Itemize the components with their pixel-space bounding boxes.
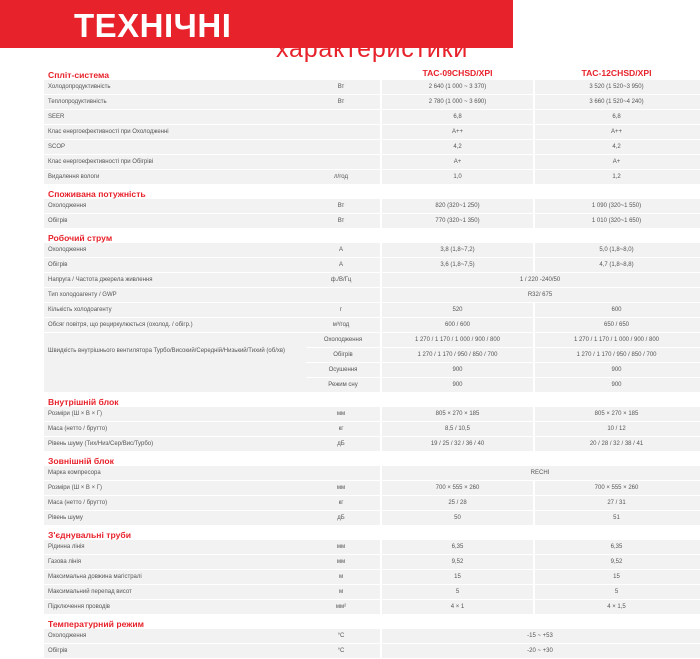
column-divider	[533, 140, 535, 154]
column-divider	[533, 600, 535, 614]
fan-mode: Осушення	[328, 367, 358, 373]
section-title: З'єднувальні труби	[48, 530, 131, 540]
table-row	[44, 555, 700, 570]
section-title: Внутрішній блок	[48, 397, 119, 407]
fan-value-model2: 900	[611, 382, 622, 388]
section-title: Температурний режим	[48, 619, 144, 629]
param-name: Обігрів	[48, 648, 68, 654]
column-divider	[380, 170, 382, 184]
param-value-model1: 4,2	[453, 144, 462, 150]
param-value-model2: 600	[611, 307, 622, 313]
param-name: Охолодження	[48, 633, 87, 639]
column-divider	[380, 318, 382, 332]
column-divider	[380, 466, 382, 480]
param-name: Теплопродуктивність	[48, 99, 107, 105]
table-row	[44, 95, 700, 110]
column-divider	[533, 333, 535, 347]
column-divider	[533, 422, 535, 436]
table-row	[44, 288, 700, 303]
fan-speed-label-cell	[44, 333, 306, 392]
param-value-model1: 3,6 (1,8~7,5)	[440, 262, 475, 268]
section-header	[44, 526, 700, 540]
column-divider	[380, 570, 382, 584]
column-divider	[380, 273, 382, 287]
param-unit: Вт	[337, 99, 345, 105]
param-unit: А	[338, 247, 343, 253]
param-value-model2: 1 090 (320~1 550)	[591, 203, 642, 209]
param-name: Клас енергоефективності при Охолодженні	[48, 129, 169, 135]
table-row	[44, 303, 700, 318]
param-unit	[306, 140, 376, 154]
param-name: Розміри (Ш × В × Г)	[48, 411, 102, 417]
param-value-model2: 27 / 31	[607, 500, 626, 506]
param-unit: А	[338, 262, 343, 268]
fan-value-model1: 900	[452, 382, 463, 388]
column-divider	[533, 155, 535, 169]
param-name: Рідинна лінія	[48, 544, 85, 550]
column-divider	[380, 140, 382, 154]
param-value-model2: 9,52	[610, 559, 623, 565]
param-value-model1: 6,8	[453, 114, 462, 120]
table-row	[44, 110, 700, 125]
param-unit: ф./В/Гц	[330, 277, 352, 283]
param-value-model2: 51	[613, 515, 620, 521]
param-name: Охолодження	[48, 247, 87, 253]
column-divider	[380, 214, 382, 228]
param-unit: кг	[338, 500, 344, 506]
param-name: Рівень шуму	[48, 515, 83, 521]
section-title: Спліт-система	[48, 70, 110, 80]
column-divider	[380, 155, 382, 169]
column-divider	[380, 110, 382, 124]
param-value-model1: 4 × 1	[450, 604, 465, 610]
column-divider	[380, 258, 382, 272]
param-value-model2: 5	[614, 589, 619, 595]
param-value-model1: 6,35	[451, 544, 464, 550]
param-name: Напруга / Частота джерела живлення	[48, 277, 153, 283]
param-value-model2: 4 × 1,5	[607, 604, 626, 610]
fan-speed-block	[44, 333, 700, 393]
param-unit: Вт	[337, 218, 345, 224]
param-value-model2: 20 / 28 / 32 / 38 / 41	[589, 441, 644, 447]
param-value-model1: 820 (320~1 250)	[435, 203, 480, 209]
param-unit: мм	[336, 544, 346, 550]
param-unit: м³/год	[332, 322, 350, 328]
fan-speed-row	[306, 348, 700, 362]
fan-speed-row	[306, 333, 700, 347]
column-divider	[533, 378, 535, 392]
column-divider	[533, 214, 535, 228]
table-row	[44, 273, 700, 288]
param-unit: дБ	[337, 515, 345, 521]
param-value-model2: 700 × 555 × 260	[594, 485, 639, 491]
param-name: Видалення вологи	[48, 174, 100, 180]
param-value-both: R32/ 675	[527, 292, 553, 298]
column-divider	[380, 629, 382, 643]
table-row	[44, 585, 700, 600]
section-header	[44, 615, 700, 629]
param-value-model1: 520	[452, 307, 463, 313]
param-value-model1: 9,52	[451, 559, 464, 565]
page-title: ТЕХНІЧНІ	[74, 7, 232, 44]
table-row	[44, 407, 700, 422]
model-1-header: TAC-09CHSD/XPI	[422, 68, 493, 78]
column-divider	[380, 644, 382, 658]
fan-value-model2: 1 270 / 1 170 / 1 000 / 900 / 800	[573, 337, 660, 343]
table-row	[44, 155, 700, 170]
section-header	[44, 66, 700, 80]
column-divider	[533, 585, 535, 599]
column-divider	[380, 199, 382, 213]
param-value-model2: 1 010 (320~1 650)	[591, 218, 642, 224]
column-divider	[380, 125, 382, 139]
param-value-model1: 25 / 28	[448, 500, 467, 506]
table-row	[44, 540, 700, 555]
column-divider	[533, 511, 535, 525]
param-unit: Вт	[337, 84, 345, 90]
param-name: Рівень шуму (Тих/Низ/Сер/Вис/Турбо)	[48, 441, 154, 447]
table-row	[44, 629, 700, 644]
column-divider	[380, 288, 382, 302]
param-unit: мм	[336, 559, 346, 565]
param-name: SEER	[48, 114, 65, 120]
param-name: Розміри (Ш × В × Г)	[48, 485, 102, 491]
param-value-model2: 5,0 (1,8~8,0)	[599, 247, 634, 253]
column-divider	[380, 585, 382, 599]
table-row	[44, 437, 700, 452]
section-title: Зовнішній блок	[48, 456, 114, 466]
fan-value-model1: 1 270 / 1 170 / 950 / 850 / 700	[417, 352, 498, 358]
param-unit	[306, 288, 376, 302]
param-value-model1: А+	[453, 159, 462, 165]
param-value-model2: 805 × 270 × 185	[594, 411, 639, 417]
param-value-model1: 8,5 / 10,5	[444, 426, 471, 432]
param-name: Максимальний перепад висот	[48, 589, 132, 595]
param-name: Газова лінія	[48, 559, 82, 565]
param-unit	[306, 125, 376, 139]
param-value-model1: А++	[451, 129, 463, 135]
column-divider	[533, 318, 535, 332]
column-divider	[533, 199, 535, 213]
table-row	[44, 214, 700, 229]
column-divider	[533, 555, 535, 569]
table-row	[44, 422, 700, 437]
table-row	[44, 511, 700, 526]
param-value-model2: А++	[610, 129, 622, 135]
param-unit: Вт	[337, 203, 345, 209]
column-divider	[380, 437, 382, 451]
column-divider	[533, 110, 535, 124]
fan-value-model1: 900	[452, 367, 463, 373]
table-row	[44, 243, 700, 258]
param-name: Клас енергоефективності при Обігріві	[48, 159, 154, 165]
param-value-model1: 805 × 270 × 185	[435, 411, 480, 417]
param-value-model1: 1,0	[453, 174, 462, 180]
column-divider	[533, 407, 535, 421]
param-unit: л/год	[334, 174, 348, 180]
param-name: Кількість холодоагенту	[48, 307, 112, 313]
column-divider	[380, 481, 382, 495]
param-name: Обігрів	[48, 218, 68, 224]
fan-speed-row	[306, 378, 700, 392]
param-value-model1: 50	[454, 515, 461, 521]
param-name: Підключення проводів	[48, 604, 110, 610]
column-divider	[533, 125, 535, 139]
param-unit: м	[338, 589, 344, 595]
column-divider	[380, 422, 382, 436]
table-row	[44, 258, 700, 273]
table-row	[44, 600, 700, 615]
section-header	[44, 229, 700, 243]
table-row	[44, 644, 700, 659]
column-divider	[380, 363, 382, 377]
param-unit: мм²	[335, 604, 347, 610]
fan-speed-label: Швидкість внутрішнього вентилятора Турбо/Високий/Середній/Низький/Тихий (об/хв)	[48, 348, 286, 354]
column-divider	[380, 80, 382, 94]
param-name: Холодопродуктивність	[48, 84, 111, 90]
column-divider	[533, 170, 535, 184]
column-divider	[533, 481, 535, 495]
param-value-model2: 3 660 (1 520~4 240)	[589, 99, 644, 105]
param-value-both: 1 / 220 -240/50	[519, 277, 561, 283]
param-value-model2: 650 / 650	[603, 322, 630, 328]
param-value-model2: А+	[612, 159, 621, 165]
column-divider	[380, 496, 382, 510]
param-unit: мм	[336, 485, 346, 491]
column-divider	[533, 437, 535, 451]
section-header	[44, 393, 700, 407]
table-row	[44, 466, 700, 481]
table-row	[44, 80, 700, 95]
table-row	[44, 318, 700, 333]
column-divider	[533, 95, 535, 109]
section-header	[44, 452, 700, 466]
table-row	[44, 199, 700, 214]
param-name: Максимальна довжина магістралі	[48, 574, 142, 580]
table-row	[44, 496, 700, 511]
param-value-model1: 2 640 (1 000 ~ 3 370)	[428, 84, 487, 90]
column-divider	[380, 333, 382, 347]
page-subtitle: характеристики	[276, 35, 469, 63]
column-divider	[533, 258, 535, 272]
column-divider	[380, 540, 382, 554]
table-row	[44, 570, 700, 585]
param-name: SCOP	[48, 144, 66, 150]
param-unit	[306, 155, 376, 169]
column-divider	[533, 540, 535, 554]
param-name: Обсяг повітря, що рециркулюється (охолод. / обігр.)	[48, 322, 193, 328]
param-name: Обігрів	[48, 262, 68, 268]
param-name: Охолодження	[48, 203, 87, 209]
table-row	[44, 125, 700, 140]
column-divider	[380, 378, 382, 392]
fan-speed-row	[306, 363, 700, 377]
param-unit: дБ	[337, 441, 345, 447]
param-name: Маса (нетто / брутто)	[48, 426, 108, 432]
column-divider	[380, 600, 382, 614]
param-value-model2: 4,7 (1,8~8,8)	[599, 262, 634, 268]
param-value-model1: 700 × 555 × 260	[435, 485, 480, 491]
section-title: Робочий струм	[48, 233, 113, 243]
param-value-model2: 10 / 12	[607, 426, 626, 432]
param-value-model1: 770 (320~1 350)	[435, 218, 480, 224]
section-title: Споживана потужність	[48, 189, 146, 199]
column-divider	[380, 555, 382, 569]
param-value-model2: 3 520 (1 520~3 950)	[589, 84, 644, 90]
param-value-model1: 15	[454, 574, 461, 580]
column-divider	[380, 303, 382, 317]
param-unit: кг	[338, 426, 344, 432]
table-row	[44, 170, 700, 185]
param-value-both: RECHI	[530, 470, 550, 476]
param-name: Маса (нетто / брутто)	[48, 500, 108, 506]
param-unit	[306, 466, 376, 480]
param-value-model2: 4,2	[612, 144, 621, 150]
column-divider	[533, 80, 535, 94]
column-divider	[533, 570, 535, 584]
param-name: Тип холодоагенту / GWP	[48, 292, 117, 298]
fan-mode: Обігрів	[333, 352, 353, 358]
column-divider	[533, 243, 535, 257]
column-divider	[380, 348, 382, 362]
model-2-header: TAC-12CHSD/XPI	[581, 68, 652, 78]
fan-value-model2: 1 270 / 1 170 / 950 / 850 / 700	[576, 352, 657, 358]
column-divider	[380, 95, 382, 109]
param-value-model1: 2 780 (1 000 ~ 3 690)	[428, 99, 487, 105]
param-unit: м	[338, 574, 344, 580]
fan-value-model1: 1 270 / 1 170 / 1 000 / 900 / 800	[414, 337, 501, 343]
table-row	[44, 140, 700, 155]
param-unit	[306, 110, 376, 124]
param-value-model2: 1,2	[612, 174, 621, 180]
param-value-model2: 6,8	[612, 114, 621, 120]
fan-mode: Режим сну	[328, 382, 358, 388]
param-value-model1: 600 / 600	[444, 322, 471, 328]
fan-mode: Охолодження	[323, 337, 363, 343]
column-divider	[380, 243, 382, 257]
param-value-model2: 15	[613, 574, 620, 580]
column-divider	[533, 363, 535, 377]
param-unit: °C	[337, 648, 345, 654]
param-unit: мм	[336, 411, 346, 417]
param-value-both: -15 ~ +53	[527, 633, 553, 639]
param-value-model1: 19 / 25 / 32 / 36 / 40	[430, 441, 485, 447]
column-divider	[533, 303, 535, 317]
param-unit: °C	[337, 633, 345, 639]
column-divider	[533, 348, 535, 362]
param-value-model1: 5	[455, 589, 460, 595]
fan-value-model2: 900	[611, 367, 622, 373]
column-divider	[533, 496, 535, 510]
spec-table	[44, 66, 700, 659]
param-value-both: -20 ~ +30	[527, 648, 553, 654]
section-header	[44, 185, 700, 199]
param-unit: г	[339, 307, 343, 313]
param-value-model2: 6,35	[610, 544, 623, 550]
column-divider	[380, 407, 382, 421]
table-row	[44, 481, 700, 496]
param-value-model1: 3,8 (1,8~7,2)	[440, 247, 475, 253]
param-name: Марка компресора	[48, 470, 101, 476]
column-divider	[380, 511, 382, 525]
